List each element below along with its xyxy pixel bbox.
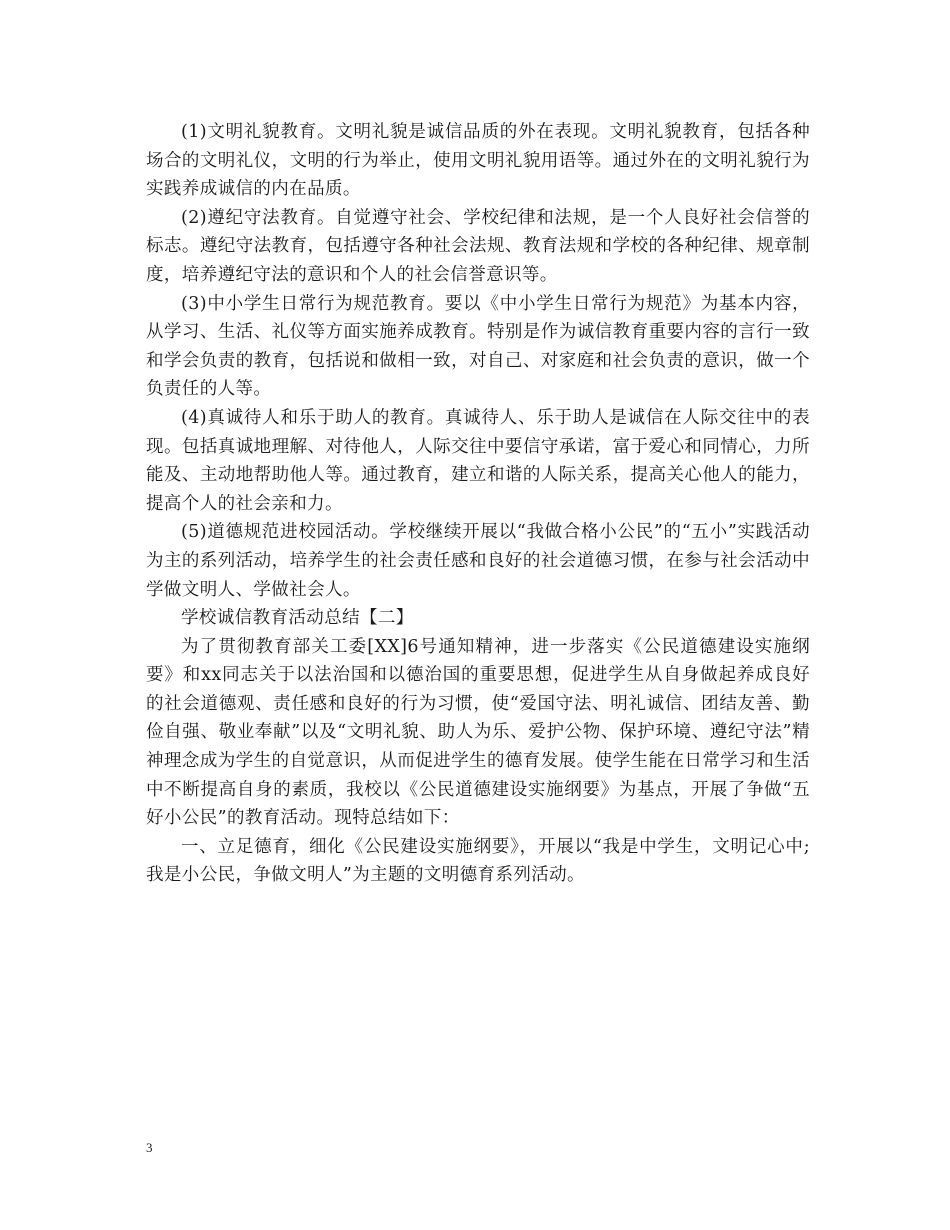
paragraph-behavior-norms-education: (3)中小学生日常行为规范教育。要以《中小学生日常行为规范》为基本内容，从学习、生活、礼仪等方面实施养成教育。特别是作为诚信教育重要内容的言行一致和学会负责的教育，包括说和做相一致，对自己、对家庭和社会负责的意识，做一个负责任的人等。 [146,293,810,400]
paragraph-etiquette-education: (1)文明礼貌教育。文明礼貌是诚信品质的外在表现。文明礼貌教育，包括各种场合的文明礼仪，文明的行为举止，使用文明礼貌用语等。通过外在的文明礼貌行为实践养成诚信的内在品质。 [146,122,810,200]
page-number: 3 [146,1140,153,1155]
document-body [146,118,810,890]
paragraph-sincerity-helping-education: (4)真诚待人和乐于助人的教育。真诚待人、乐于助人是诚信在人际交往中的表现。包括真诚地理解、对待他人，人际交往中要信守承诺，富于爱心和同情心，力所能及、主动地帮助他人等。通过教育，建立和谐的人际关系，提高关心他人的能力，提高个人的社会亲和力。 [146,407,810,514]
paragraph-point-one: 一、立足德育，细化《公民建设实施纲要》，开展以“我是中学生，文明记心中;我是小公民，争做文明人”为主题的文明德育系列活动。 [146,836,810,886]
paragraph-moral-norms-campus: (5)道德规范进校园活动。学校继续开展以“我做合格小公民”的“五小”实践活动为主的系列活动，培养学生的社会责任感和良好的社会道德习惯，在参与社会活动中学做文明人、学做社会人。 [146,522,810,600]
paragraph-summary-intro: 为了贯彻教育部关工委[XX]6号通知精神，进一步落实《公民道德建设实施纲要》和xx同志关于以法治国和以德治国的重要思想，促进学生从自身做起养成良好的社会道德观、责任感和良好的行为习惯，使“爱国守法、明礼诚信、团结友善、勤俭自强、敬业奉献”以及“文明礼貌、助人为乐、爱护公物、保护环境、遵纪守法”精神理念成为学生的自觉意识，从而促进学生的德育发展。使学生能在日常学习和生活中不断提高自身的素质，我校以《公民道德建设实施纲要》为基点，开展了争做“五好小公民”的教育活动。现特总结如下： [146,636,810,829]
section-heading-summary-two: 学校诚信教育活动总结【二】 [181,608,414,629]
paragraph-law-abiding-education: (2)遵纪守法教育。自觉遵守社会、学校纪律和法规，是一个人良好社会信誉的标志。遵纪守法教育，包括遵守各种社会法规、教育法规和学校的各种纪律、规章制度，培养遵纪守法的意识和个人的社会信誉意识等。 [146,207,810,285]
